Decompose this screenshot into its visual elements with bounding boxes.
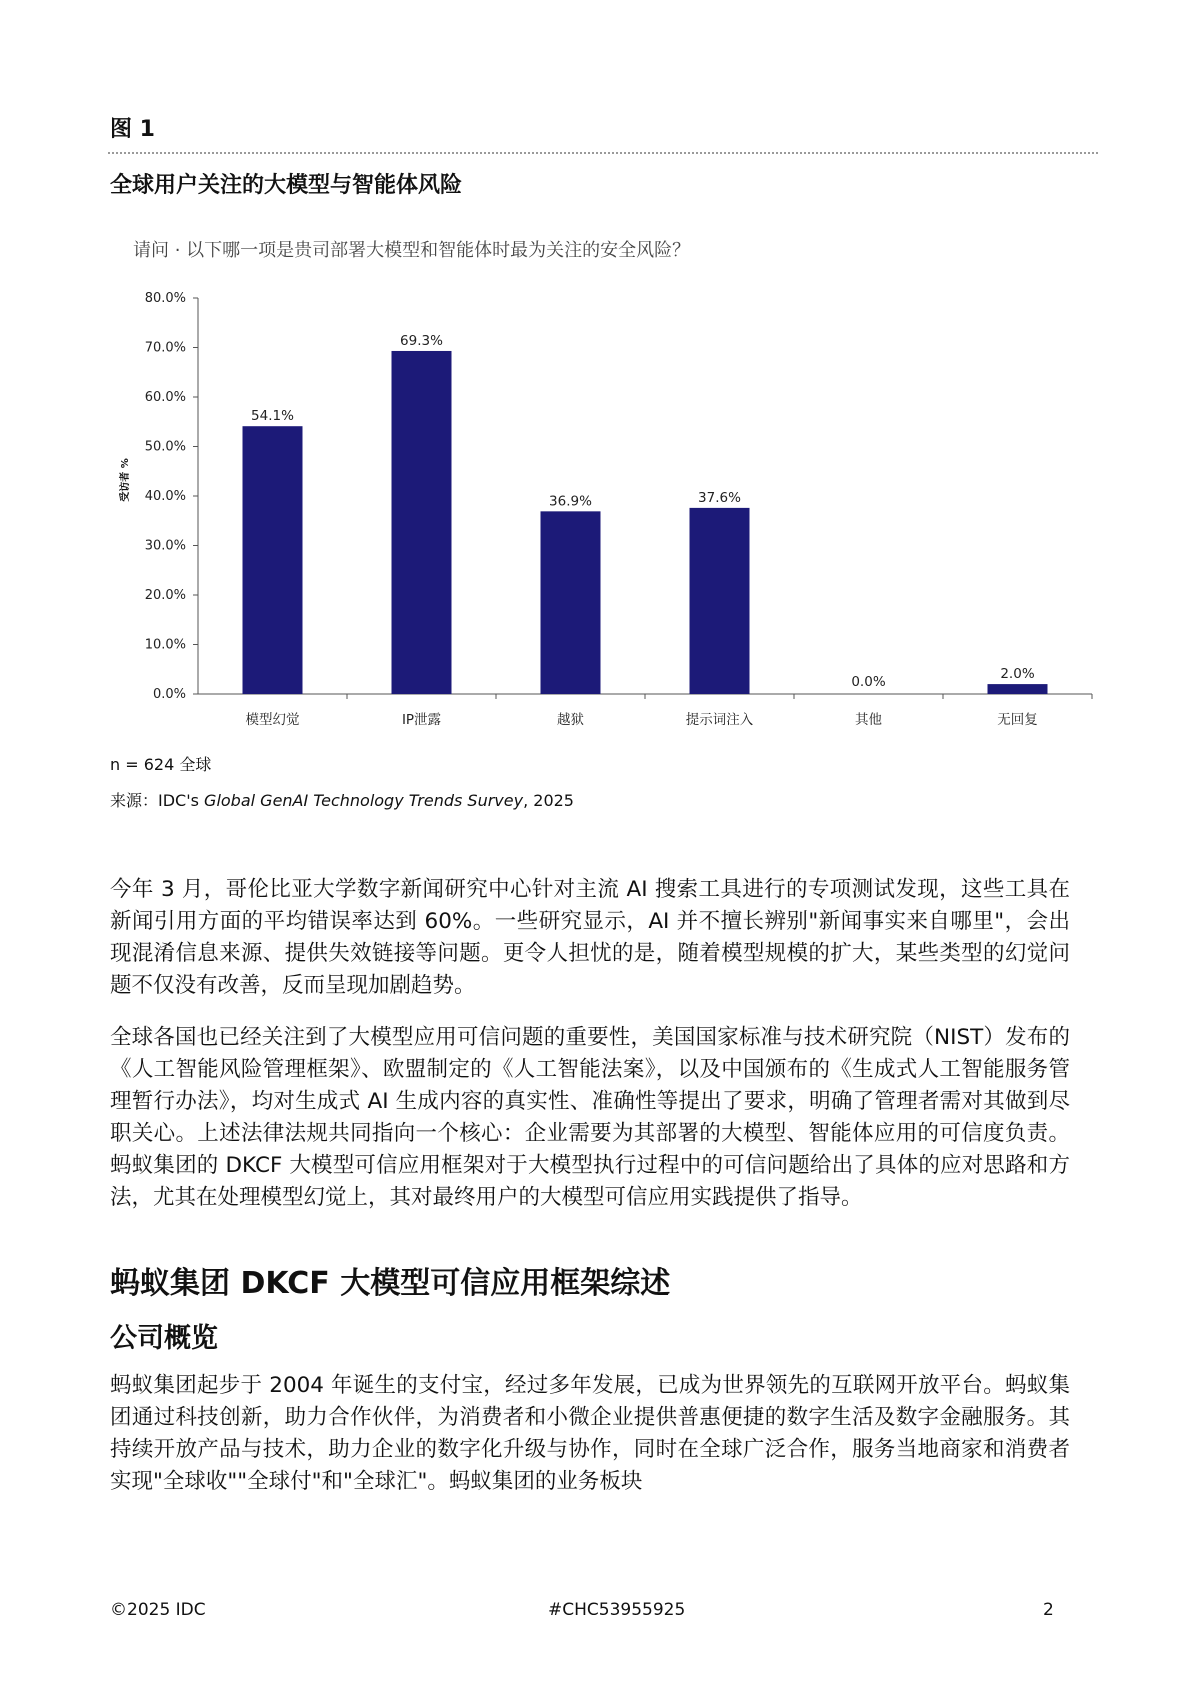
section-subheading: 公司概览: [110, 1323, 218, 1354]
section-heading: 蚂蚁集团 DKCF 大模型可信应用框架综述: [110, 1266, 671, 1301]
bar-value-label: 2.0%: [1000, 666, 1035, 683]
source-prefix: 来源：IDC's: [110, 791, 205, 810]
x-category-label: 越狱: [557, 712, 584, 728]
figure-divider: [108, 152, 1098, 154]
x-category-label: 提示词注入: [685, 712, 754, 728]
bar-value-label: 36.9%: [549, 493, 592, 510]
bar-4: [690, 508, 750, 694]
y-tick-label: 20.0%: [144, 588, 186, 603]
source-note: [110, 788, 574, 811]
footer-doc-id: #CHC53955925: [548, 1600, 686, 1620]
x-category-label: 模型幻觉: [245, 712, 300, 728]
bar-6: [988, 684, 1048, 694]
y-axis-label: 受访者 %: [120, 458, 131, 502]
y-tick-label: 40.0%: [144, 489, 186, 504]
sample-note: n = 624 全球: [110, 755, 212, 774]
x-category-label: 其他: [855, 712, 882, 728]
y-tick-label: 10.0%: [144, 637, 186, 653]
y-tick-label: 30.0%: [144, 538, 186, 554]
bar-3: [541, 511, 601, 694]
x-category-label: IP泄露: [401, 712, 442, 728]
bar-value-label: 69.3%: [400, 332, 443, 349]
y-tick-label: 60.0%: [144, 390, 186, 405]
x-category-label: 无回复: [997, 712, 1038, 728]
bar-value-label: 0.0%: [851, 674, 886, 690]
body-paragraph-2: 全球各国也已经关注到了大模型应用可信问题的重要性，美国国家标准与技术研究院（NIST）发布的《人工智能风险管理框架》、欧盟制定的《人工智能法案》，以及中国颁布的《生成式人工智能服务管理暂行办法》，均对生成式 AI 生成内容的真实性、准确性等提出了要求，明确了管理者需对其做到尽职关心。上述法律法规共同指向一个核心：企业需要为其部署的大模型、智能体应用的可信度负责。蚂蚁集团的 DKCF 大模型可信应用框架对于大模型执行过程中的可信问题给出了具体的应对思路和方法，尤其在处理模型幻觉上，其对最终用户的大模型可信应用实践提供了指导。: [110, 1025, 1070, 1210]
bar-chart: [110, 280, 1100, 740]
footer-page-number: 2: [1043, 1600, 1054, 1620]
chart-bars: [243, 333, 1048, 694]
chart-question: 请问 · 以下哪一项是贵司部署大模型和智能体时最为关注的安全风险？: [133, 240, 691, 261]
figure-title: 全球用户关注的大模型与智能体风险: [110, 173, 463, 198]
bar-2: [392, 351, 452, 694]
source-title: Global GenAI Technology Trends Survey: [204, 791, 524, 810]
y-tick-label: 50.0%: [144, 439, 186, 455]
figure-label: 图 1: [110, 117, 155, 142]
bar-1: [243, 426, 303, 694]
source-suffix: , 2025: [523, 791, 574, 810]
y-tick-label: 80.0%: [144, 291, 186, 306]
y-tick-label: 70.0%: [144, 340, 186, 356]
footer-copyright: ©2025 IDC: [110, 1600, 206, 1620]
bar-value-label: 37.6%: [698, 489, 741, 506]
section-paragraph: 蚂蚁集团起步于 2004 年诞生的支付宝，经过多年发展，已成为世界领先的互联网开放平台。蚂蚁集团通过科技创新，助力合作伙伴，为消费者和小微企业提供普惠便捷的数字生活及数字金融服务。其持续开放产品与技术，助力企业的数字化升级与协作，同时在全球广泛合作，服务当地商家和消费者实现"全球收""全球付"和"全球汇"。蚂蚁集团的业务板块: [110, 1373, 1070, 1494]
bar-value-label: 54.1%: [251, 408, 294, 425]
body-paragraph-1: 今年 3 月，哥伦比亚大学数字新闻研究中心针对主流 AI 搜索工具进行的专项测试发现，这些工具在新闻引用方面的平均错误率达到 60%。一些研究显示，AI 并不擅长辨别"新闻事实来自哪里"，会出现混淆信息来源、提供失效链接等问题。更令人担忧的是，随着模型规模的扩大，某些类型的幻觉问题不仅没有改善，反而呈现加剧趋势。: [110, 877, 1070, 998]
y-tick-label: 0.0%: [152, 687, 186, 702]
